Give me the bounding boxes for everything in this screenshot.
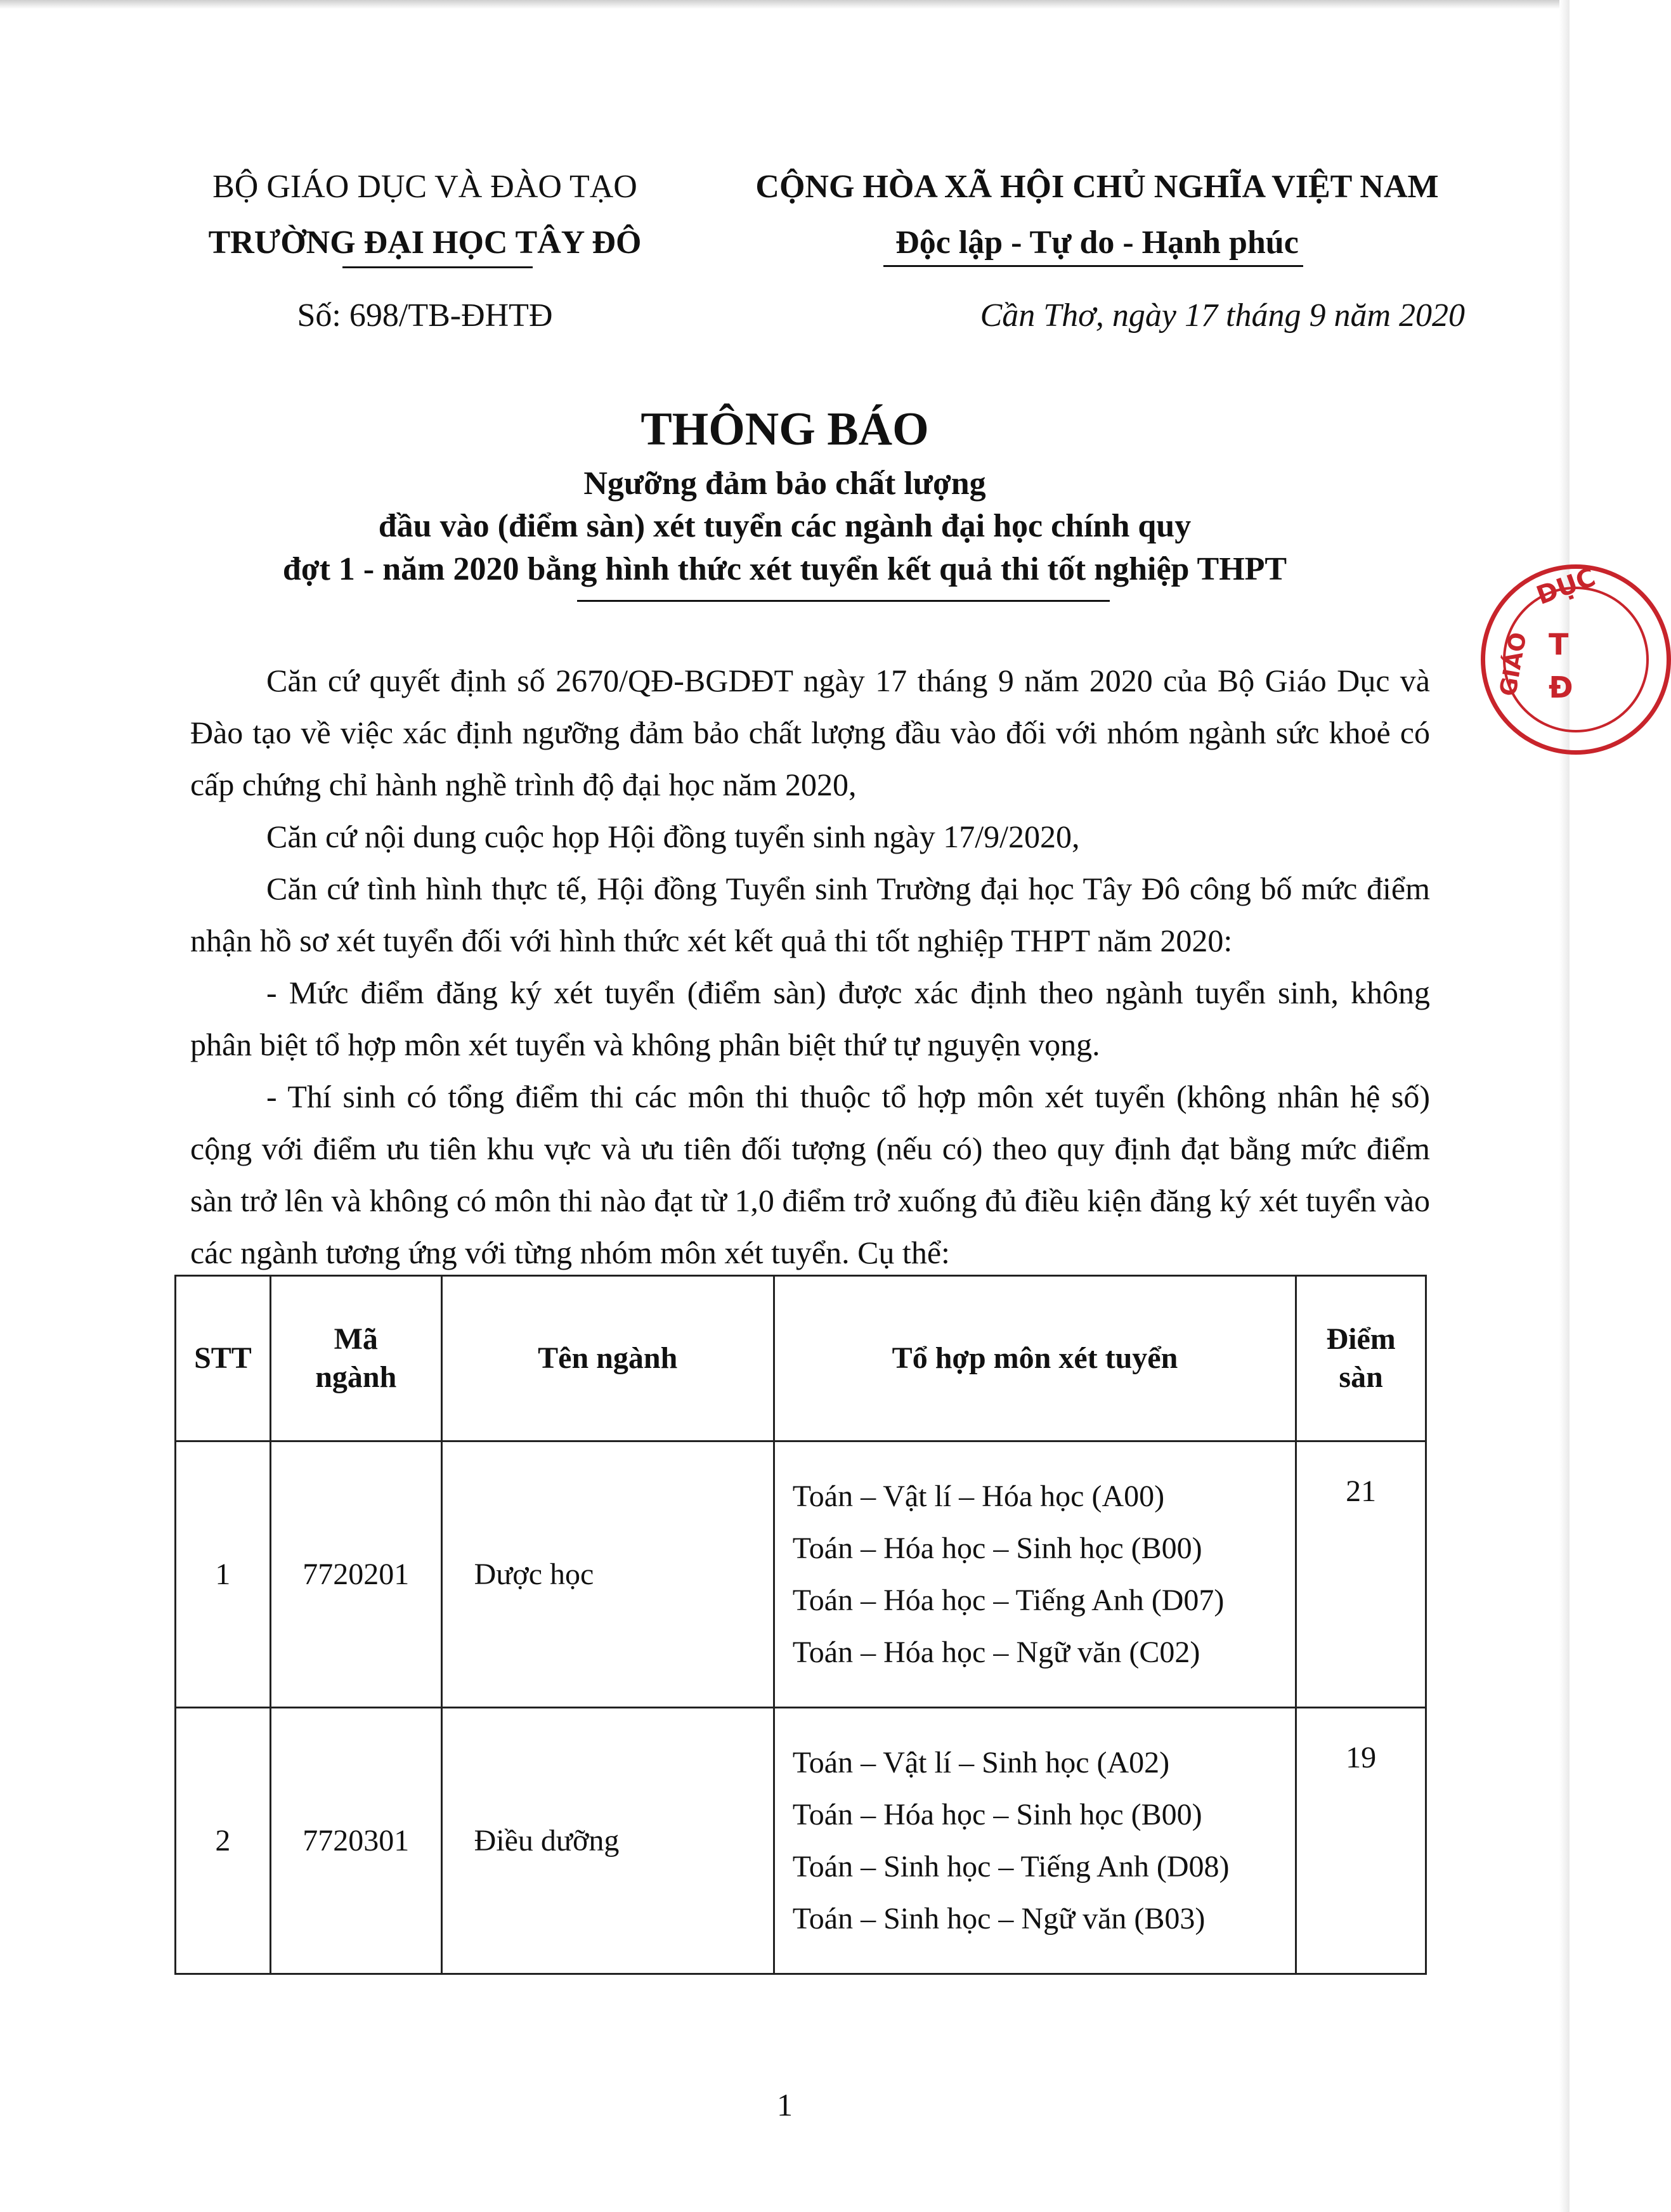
official-seal-stamp bbox=[1481, 564, 1671, 755]
header-score-line-2: sàn bbox=[1339, 1360, 1383, 1394]
seal-text-left: GIÁO bbox=[1495, 630, 1532, 699]
motto-underline bbox=[883, 265, 1303, 267]
paragraph-legal-basis-decision: Căn cứ quyết định số 2670/QĐ-BGDĐT ngày 17 tháng 9 năm 2020 của Bộ Giáo Dục và Đào tạo về việc xác định ngưỡng đảm bảo chất lượng đầu vào đối với nhóm ngành sức khoẻ có cấp chứng chỉ hành nghề trình độ đại học năm 2020, bbox=[190, 663, 1430, 802]
cell-subject-combos bbox=[774, 1441, 1296, 1708]
seal-text-top: DỤC bbox=[1532, 563, 1600, 611]
page-number: 1 bbox=[777, 2087, 793, 2123]
combo-item: Toán – Sinh học – Tiếng Anh (D08) bbox=[792, 1849, 1230, 1883]
cell-major-name: Điều dưỡng bbox=[441, 1708, 774, 1974]
paragraph-rule-2: - Thí sinh có tổng điểm thi các môn thi thuộc tổ hợp môn xét tuyển (không nhân hệ số) cộng với điểm ưu tiên khu vực và ưu tiên đối tượng (nếu có) theo quy định đạt bằng mức điểm sàn trở lên và không có môn thi nào đạt từ 1,0 điểm trở xuống đủ điều kiện đăng ký xét tuyển vào các ngành tương ứng với từng nhóm môn xét tuyển. Cụ thể: bbox=[190, 1079, 1430, 1270]
header-stt: STT bbox=[176, 1276, 271, 1441]
document-title: THÔNG BÁO bbox=[640, 403, 929, 455]
body-text bbox=[190, 654, 1430, 1278]
country-name: CỘNG HÒA XÃ HỘI CHỦ NGHĨA VIỆT NAM bbox=[755, 169, 1439, 205]
subtitle-line-1: Ngưỡng đảm bảo chất lượng bbox=[583, 465, 986, 502]
paragraph-legal-basis-meeting: Căn cứ nội dung cuộc họp Hội đồng tuyển sinh ngày 17/9/2020, bbox=[266, 819, 1080, 854]
combo-item: Toán – Sinh học – Ngữ văn (B03) bbox=[792, 1901, 1206, 1935]
cell-major-name: Dược học bbox=[441, 1441, 774, 1708]
header-code-line-1: Mã bbox=[334, 1322, 378, 1356]
table-row bbox=[176, 1441, 1426, 1708]
combo-item: Toán – Hóa học – Ngữ văn (C02) bbox=[792, 1635, 1200, 1669]
header-major-code bbox=[270, 1276, 441, 1441]
combo-item: Toán – Vật lí – Sinh học (A02) bbox=[792, 1745, 1170, 1779]
header-major-name: Tên ngành bbox=[441, 1276, 774, 1441]
table-row bbox=[176, 1708, 1426, 1974]
cell-major-code: 7720301 bbox=[270, 1708, 441, 1974]
document-number: Số: 698/TB-ĐHTĐ bbox=[297, 297, 553, 334]
header-subject-combos: Tổ hợp môn xét tuyển bbox=[774, 1276, 1296, 1441]
combo-item: Toán – Hóa học – Sinh học (B00) bbox=[792, 1797, 1202, 1831]
seal-text-inner: T bbox=[1549, 627, 1569, 661]
header-code-line-2: ngành bbox=[315, 1360, 397, 1394]
cell-subject-combos bbox=[774, 1708, 1296, 1974]
ministry-name: BỘ GIÁO DỤC VÀ ĐÀO TẠO bbox=[212, 169, 637, 205]
subtitle-line-3: đợt 1 - năm 2020 bằng hình thức xét tuyển kết quả thi tốt nghiệp THPT bbox=[282, 551, 1287, 587]
school-name: TRƯỜNG ĐẠI HỌC TÂY ĐÔ bbox=[208, 224, 642, 261]
national-motto: Độc lập - Tự do - Hạnh phúc bbox=[895, 224, 1299, 261]
scan-edge-top bbox=[0, 0, 1570, 9]
cell-floor-score: 19 bbox=[1296, 1708, 1426, 1974]
subtitle-line-2: đầu vào (điểm sàn) xét tuyển các ngành đại học chính quy bbox=[378, 508, 1192, 544]
cell-major-code: 7720201 bbox=[270, 1441, 441, 1708]
header-floor-score bbox=[1296, 1276, 1426, 1441]
seal-text-inner-2: Đ bbox=[1549, 670, 1573, 705]
paragraph-announcement: Căn cứ tình hình thực tế, Hội đồng Tuyển sinh Trường đại học Tây Đô công bố mức điểm nhận hồ sơ xét tuyển đối với hình thức xét kết quả thi tốt nghiệp THPT năm 2020: bbox=[190, 871, 1430, 958]
combo-item: Toán – Hóa học – Sinh học (B00) bbox=[792, 1531, 1202, 1565]
scan-edge-right bbox=[1559, 0, 1570, 2212]
cell-stt: 2 bbox=[176, 1708, 271, 1974]
score-threshold-table bbox=[174, 1275, 1427, 1975]
header-score-line-1: Điểm bbox=[1326, 1322, 1396, 1356]
combo-item: Toán – Hóa học – Tiếng Anh (D07) bbox=[792, 1583, 1225, 1617]
cell-floor-score: 21 bbox=[1296, 1441, 1426, 1708]
cell-stt: 1 bbox=[176, 1441, 271, 1708]
title-underline bbox=[577, 600, 1110, 602]
combo-item: Toán – Vật lí – Hóa học (A00) bbox=[792, 1479, 1165, 1513]
place-and-date: Cần Thơ, ngày 17 tháng 9 năm 2020 bbox=[980, 297, 1465, 334]
school-underline bbox=[342, 266, 533, 268]
table-header-row bbox=[176, 1276, 1426, 1441]
paragraph-rule-1: - Mức điểm đăng ký xét tuyển (điểm sàn) được xác định theo ngành tuyển sinh, không phân biệt tổ hợp môn xét tuyển và không phân biệt thứ tự nguyện vọng. bbox=[190, 975, 1430, 1062]
